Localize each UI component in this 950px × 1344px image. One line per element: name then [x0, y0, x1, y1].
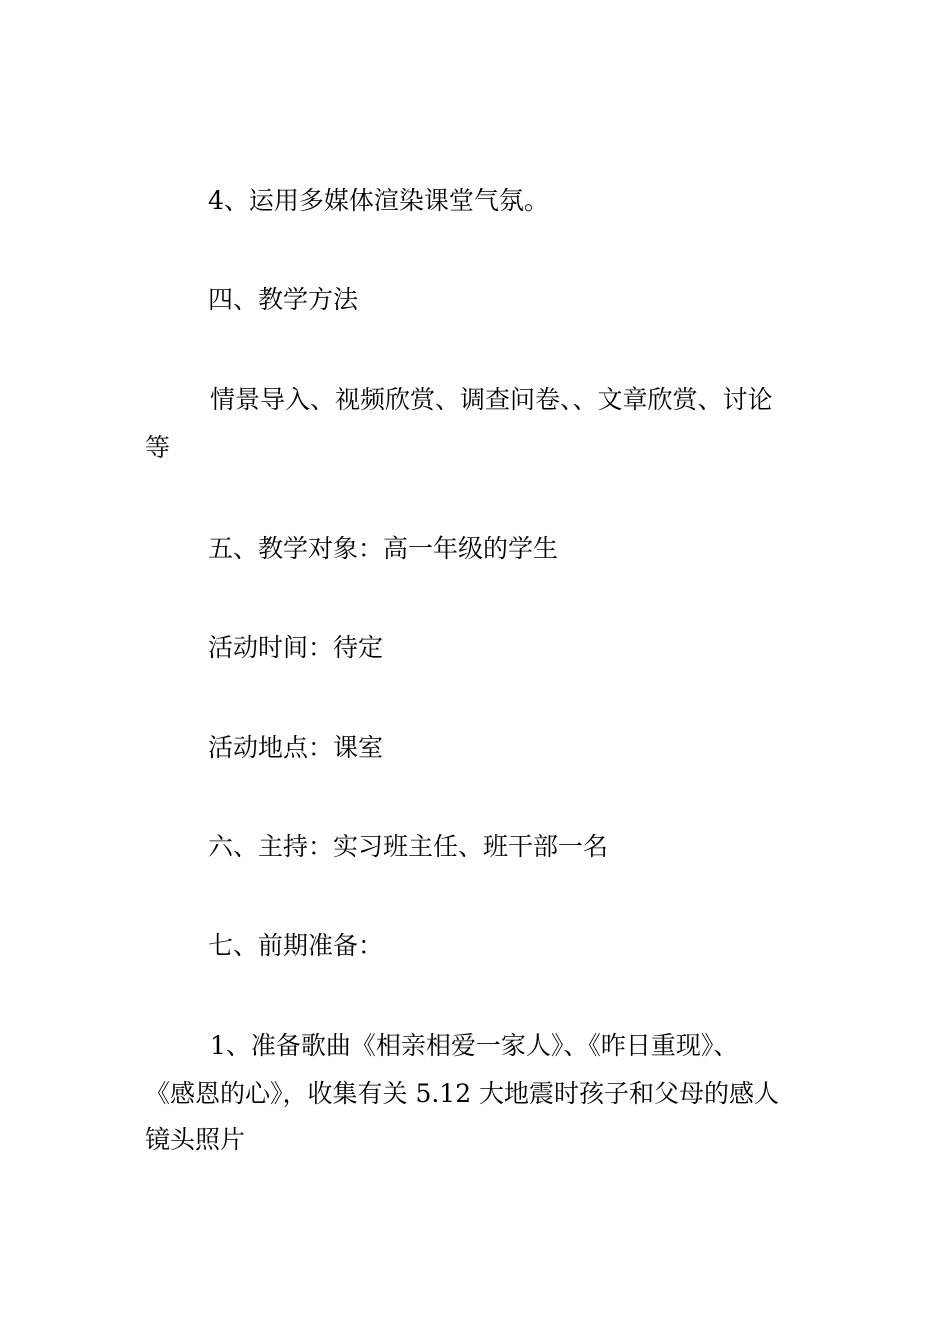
section-heading-teaching-target	[145, 528, 810, 569]
paragraph-line: 活动地点：课室	[208, 733, 384, 762]
paragraph-line: 1、准备歌曲《相亲相爱一家人》、《昨日重现》、	[210, 1031, 739, 1060]
section-heading-preparation	[145, 925, 810, 966]
heading-line: 五、教学对象：高一年级的学生	[208, 534, 559, 563]
paragraph-line: 《感恩的心》，收集有关 5.12 大地震时孩子和父母的感人	[145, 1079, 780, 1108]
paragraph-line: 等	[145, 433, 171, 462]
heading-line: 四、教学方法	[208, 285, 359, 314]
paragraph-activity-time	[145, 627, 810, 668]
paragraph-line: 活动时间：待定	[208, 633, 384, 662]
heading-line: 七、前期准备：	[208, 931, 384, 960]
paragraph-line: 情景导入、视频欣赏、调查问卷、、文章欣赏、讨论	[210, 385, 773, 414]
heading-line: 六、主持：实习班主任、班干部一名	[208, 832, 609, 861]
paragraph-activity-location	[145, 727, 810, 768]
section-heading-teaching-method	[145, 279, 810, 320]
section-heading-host	[145, 826, 810, 867]
paragraph-line: 镜头照片	[145, 1125, 246, 1154]
paragraph-teaching-methods	[145, 379, 810, 468]
paragraph-preparation-item-1	[145, 1025, 810, 1160]
paragraph-multimedia	[145, 180, 810, 221]
paragraph-line: 4、运用多媒体渲染课堂气氛。	[208, 186, 549, 215]
